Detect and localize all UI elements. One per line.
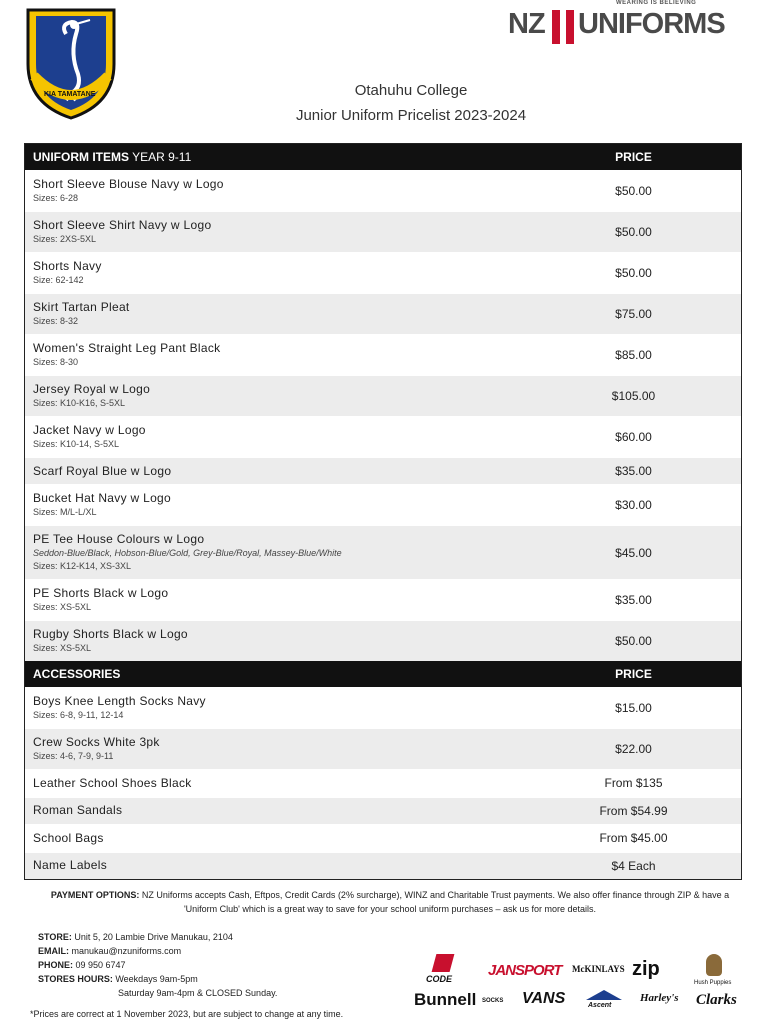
item-cell — [25, 532, 526, 573]
table-row — [25, 416, 741, 457]
table-row — [25, 252, 741, 293]
brand-mark-icon — [552, 10, 574, 44]
item-cell — [25, 694, 526, 722]
item-cell — [25, 259, 526, 287]
table-row — [25, 824, 741, 852]
item-sizes: Sizes: 6-28 — [33, 193, 79, 203]
item-sizes: Sizes: 8-30 — [33, 357, 79, 367]
item-cell — [25, 803, 526, 818]
table-row — [25, 579, 741, 620]
store-address: Unit 5, 20 Lambie Drive Manukau, 2104 — [71, 932, 233, 942]
item-name: Women's Straight Leg Pant Black — [33, 341, 221, 355]
item-name: Jacket Navy w Logo — [33, 423, 146, 437]
item-cell — [25, 218, 526, 246]
payment-label: PAYMENT OPTIONS: — [50, 890, 140, 900]
item-price: From $54.99 — [599, 803, 668, 818]
table-row — [25, 170, 741, 211]
bunnell-logo: Bunnell — [414, 990, 477, 1009]
item-price: $50.00 — [615, 184, 652, 198]
item-price: $60.00 — [615, 430, 652, 444]
table-row — [25, 769, 741, 797]
item-name: Leather School Shoes Black — [33, 775, 192, 790]
item-name: Crew Socks White 3pk — [33, 735, 160, 749]
brand-logos — [412, 952, 752, 1018]
item-sizes: Sizes: K12-K14, XS-3XL — [33, 561, 132, 571]
payment-text: NZ Uniforms accepts Cash, Eftpos, Credit Cards (2% surcharge), WINZ and Charitable Trust payments. We also offer finance through ZIP & have a 'Uniform Club' which is a great way to save for your school uniform purchases – ask us for more details. — [139, 890, 730, 914]
item-name: Boys Knee Length Socks Navy — [33, 694, 206, 708]
item-cell — [25, 300, 526, 328]
jansport-logo: JANSPORT — [488, 962, 562, 979]
item-sizes: Sizes: M/L-L/XL — [33, 507, 97, 517]
hush-puppies-logo: Hush Puppies — [694, 980, 732, 986]
item-cell — [25, 776, 526, 791]
item-name: PE Shorts Black w Logo — [33, 586, 169, 600]
item-price: $35.00 — [615, 464, 652, 478]
page-title: Otahuhu College — [354, 82, 468, 99]
item-sizes: Sizes: K10-14, S-5XL — [33, 439, 120, 449]
item-cell — [25, 858, 526, 873]
item-price: $22.00 — [615, 742, 652, 756]
email-value: manukau@nzuniforms.com — [69, 946, 182, 956]
item-cell — [25, 586, 526, 614]
item-name: Scarf Royal Blue w Logo — [33, 463, 172, 478]
code-mark-icon — [432, 954, 455, 972]
bunnell-socks-label: SOCKS — [482, 998, 504, 1004]
table-row — [25, 484, 741, 525]
table-row — [25, 852, 741, 880]
price-heading: PRICE — [615, 667, 652, 681]
item-sizes: Size: 62-142 — [33, 275, 84, 285]
uniform-heading-year: YEAR 9-11 — [129, 150, 192, 164]
table-row — [25, 620, 741, 661]
table-row — [25, 797, 741, 825]
price-disclaimer: *Prices are correct at 1 November 2023, but are subject to change at any time. — [30, 1009, 344, 1019]
email-label: EMAIL: — [38, 946, 69, 956]
item-price: $4 Each — [611, 858, 656, 873]
ascent-logo: Ascent — [588, 1002, 612, 1009]
phone-label: PHONE: — [38, 960, 74, 970]
item-price: $45.00 — [615, 545, 652, 560]
item-price: From $135 — [604, 776, 663, 791]
item-cell — [25, 735, 526, 763]
hours-weekend: Saturday 9am-4pm & CLOSED Sunday. — [118, 988, 278, 998]
item-sizes: Sizes: 8-32 — [33, 316, 79, 326]
item-price: $50.00 — [615, 634, 652, 648]
item-price: $35.00 — [615, 593, 652, 607]
item-cell — [25, 423, 526, 451]
uniform-heading: UNIFORM ITEMS — [33, 150, 129, 164]
item-price: From $45.00 — [599, 831, 668, 846]
clarks-logo: Clarks — [696, 992, 737, 1008]
accessories-heading: ACCESSORIES — [33, 667, 121, 681]
hours-weekdays: Weekdays 9am-5pm — [112, 974, 198, 984]
item-name: Name Labels — [33, 858, 108, 873]
item-cell — [25, 382, 526, 410]
item-price: $85.00 — [615, 348, 652, 362]
item-cell — [25, 831, 526, 846]
item-name: Rugby Shorts Black w Logo — [33, 627, 188, 641]
table-row — [25, 525, 741, 579]
item-sizes: Sizes: 4-6, 7-9, 9-11 — [33, 751, 114, 761]
table-row — [25, 293, 741, 334]
item-name: School Bags — [33, 830, 104, 845]
item-name: PE Tee House Colours w Logo — [33, 532, 205, 546]
item-sizes: Sizes: 2XS-5XL — [33, 234, 97, 244]
item-name: Shorts Navy — [33, 259, 102, 273]
item-name: Short Sleeve Shirt Navy w Logo — [33, 218, 212, 232]
item-name: Bucket Hat Navy w Logo — [33, 491, 171, 505]
item-price: $105.00 — [611, 389, 656, 403]
item-sizes: Sizes: XS-5XL — [33, 643, 92, 653]
crest-motto: KIA TAMATANE — [44, 91, 96, 98]
table-row — [25, 457, 741, 484]
brand-uniforms: UNIFORMS — [578, 8, 725, 40]
store-label: STORE: — [38, 932, 72, 942]
hours-label: STORES HOURS: — [38, 974, 113, 984]
code-logo: CODE — [426, 974, 453, 984]
item-name: Skirt Tartan Pleat — [33, 300, 130, 314]
item-sizes: Sizes: XS-5XL — [33, 602, 92, 612]
item-name: Short Sleeve Blouse Navy w Logo — [33, 177, 224, 191]
item-price: $50.00 — [615, 266, 652, 280]
item-price: $75.00 — [615, 307, 652, 321]
nz-uniforms-logo — [508, 0, 748, 50]
item-sizes: Sizes: 6-8, 9-11, 12-14 — [33, 710, 124, 720]
item-price: $15.00 — [615, 701, 652, 715]
table-row — [25, 375, 741, 416]
table-row — [25, 728, 741, 769]
table-row — [25, 334, 741, 375]
mckinlays-logo: McKINLAYS — [572, 964, 625, 974]
item-cell — [25, 627, 526, 655]
store-contact — [38, 930, 378, 1000]
brand-nz: NZ — [508, 8, 545, 40]
price-table — [24, 143, 742, 880]
table-row — [25, 687, 741, 728]
ascent-mark-icon — [586, 990, 622, 1000]
item-cell — [25, 177, 526, 205]
item-cell — [25, 341, 526, 369]
item-cell — [25, 491, 526, 519]
accessories-section-header — [25, 661, 741, 687]
uniform-section-header — [25, 144, 741, 170]
harleys-logo: Harley's — [640, 992, 679, 1004]
zip-logo: zip — [632, 958, 660, 980]
price-heading: PRICE — [615, 150, 652, 164]
table-row — [25, 211, 741, 252]
item-price: $30.00 — [615, 498, 652, 512]
item-price: $50.00 — [615, 225, 652, 239]
item-cell — [25, 464, 526, 479]
item-name: Jersey Royal w Logo — [33, 382, 151, 396]
item-note: Seddon-Blue/Black, Hobson-Blue/Gold, Grey-Blue/Royal, Massey-Blue/White — [33, 548, 342, 558]
dog-icon — [706, 954, 722, 976]
page-subtitle: Junior Uniform Pricelist 2023-2024 — [295, 107, 527, 124]
payment-options — [40, 888, 740, 916]
brand-tagline: WEARING IS BELIEVING — [616, 0, 697, 6]
phone-value: 09 950 6747 — [73, 960, 126, 970]
item-name: Roman Sandals — [33, 803, 123, 818]
item-sizes: Sizes: K10-K16, S-5XL — [33, 398, 126, 408]
vans-logo: VANS — [522, 990, 566, 1007]
